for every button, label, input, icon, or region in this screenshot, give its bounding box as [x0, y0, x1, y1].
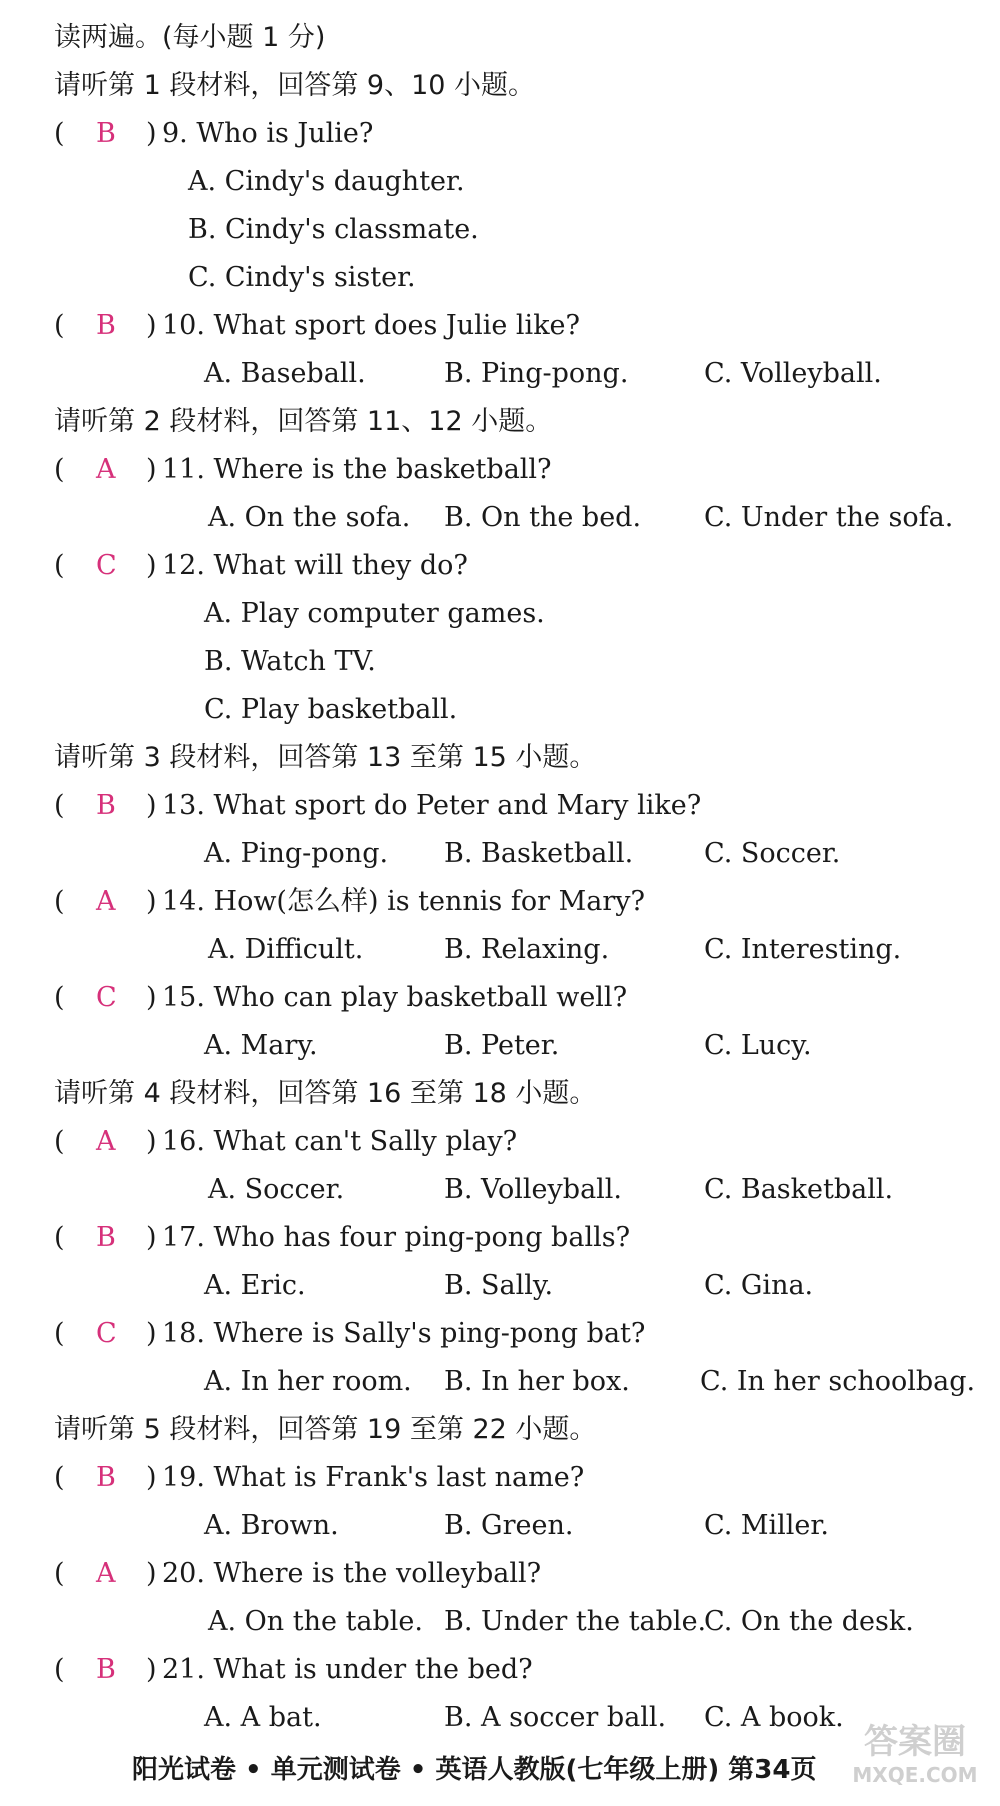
answer-letter: A [96, 886, 116, 917]
paren-left: ( [54, 1462, 65, 1493]
option-b: B. Relaxing. [444, 934, 610, 965]
option-c: C. On the desk. [704, 1606, 914, 1637]
option-b: B. Under the table. [444, 1606, 707, 1637]
answer-letter: B [96, 118, 116, 149]
option-b: B. Volleyball. [444, 1174, 623, 1205]
option-c: C. In her schoolbag. [700, 1366, 976, 1397]
option-b: B. Watch TV. [204, 646, 376, 677]
option-b: B. A soccer ball. [444, 1702, 667, 1733]
option-a: A. Soccer. [208, 1174, 345, 1205]
option-c: C. Gina. [704, 1270, 814, 1301]
paren-right: ) [146, 790, 157, 821]
section-header-2: 请听第 2 段材料，回答第 11、12 小题。 [54, 406, 553, 437]
option-a: A. Eric. [204, 1270, 306, 1301]
answer-letter: A [96, 454, 116, 485]
question-text: 12. What will they do? [162, 550, 468, 581]
paren-left: ( [54, 1126, 65, 1157]
option-c: C. Volleyball. [704, 358, 882, 389]
question-text: 16. What can't Sally play? [162, 1126, 518, 1157]
paren-left: ( [54, 886, 65, 917]
option-c: C. Lucy. [704, 1030, 812, 1061]
option-b: B. Sally. [444, 1270, 554, 1301]
answer-letter: A [96, 1558, 116, 1589]
paren-left: ( [54, 1318, 65, 1349]
option-b: B. Green. [444, 1510, 574, 1541]
paren-right: ) [146, 118, 157, 149]
paren-left: ( [54, 1654, 65, 1685]
question-text: 11. Where is the basketball? [162, 454, 552, 485]
option-b: B. Cindy's classmate. [188, 214, 479, 245]
paren-right: ) [146, 1222, 157, 1253]
option-c: C. Miller. [704, 1510, 829, 1541]
paren-right: ) [146, 1462, 157, 1493]
option-b: B. In her box. [444, 1366, 630, 1397]
paren-left: ( [54, 1222, 65, 1253]
option-a: A. On the table. [208, 1606, 423, 1637]
paren-right: ) [146, 1654, 157, 1685]
paren-left: ( [54, 310, 65, 341]
section-header-5: 请听第 5 段材料，回答第 19 至第 22 小题。 [54, 1414, 597, 1445]
question-text: 13. What sport do Peter and Mary like? [162, 790, 702, 821]
option-c: C. A book. [704, 1702, 844, 1733]
option-c: C. Interesting. [704, 934, 902, 965]
answer-letter: C [96, 982, 117, 1013]
answer-letter: B [96, 1222, 116, 1253]
option-c: C. Under the sofa. [704, 502, 954, 533]
paren-left: ( [54, 118, 65, 149]
question-text: 10. What sport does Julie like? [162, 310, 581, 341]
paren-right: ) [146, 550, 157, 581]
option-a: A. Ping-pong. [204, 838, 389, 869]
section-header-3: 请听第 3 段材料，回答第 13 至第 15 小题。 [54, 742, 597, 773]
option-a: A. Cindy's daughter. [188, 166, 465, 197]
option-b: B. Peter. [444, 1030, 560, 1061]
option-c: C. Cindy's sister. [188, 262, 416, 293]
paren-right: ) [146, 886, 157, 917]
option-c: C. Soccer. [704, 838, 841, 869]
question-text: 21. What is under the bed? [162, 1654, 533, 1685]
option-b: B. Basketball. [444, 838, 634, 869]
option-a: A. Brown. [204, 1510, 339, 1541]
question-text: 9. Who is Julie? [162, 118, 374, 149]
paren-right: ) [146, 982, 157, 1013]
option-b: B. On the bed. [444, 502, 642, 533]
answer-letter: A [96, 1126, 116, 1157]
paren-right: ) [146, 1126, 157, 1157]
option-c: C. Basketball. [704, 1174, 894, 1205]
question-text: 19. What is Frank's last name? [162, 1462, 585, 1493]
option-a: A. Play computer games. [204, 598, 545, 629]
paren-left: ( [54, 550, 65, 581]
question-text: 14. How(怎么样) is tennis for Mary? [162, 886, 645, 917]
answer-letter: B [96, 310, 116, 341]
paren-left: ( [54, 454, 65, 485]
answer-letter: C [96, 1318, 117, 1349]
option-a: A. On the sofa. [208, 502, 411, 533]
watermark-url: MXQE.COM [852, 1763, 978, 1787]
option-c: C. Play basketball. [204, 694, 458, 725]
answer-letter: B [96, 1462, 116, 1493]
option-a: A. Difficult. [208, 934, 364, 965]
watermark-text: 答案圈 [864, 1722, 966, 1762]
paren-right: ) [146, 1558, 157, 1589]
intro-line: 读两遍。(每小题 1 分) [54, 22, 326, 53]
option-b: B. Ping-pong. [444, 358, 629, 389]
option-a: A. Mary. [204, 1030, 318, 1061]
answer-letter: B [96, 1654, 116, 1685]
section-header-4: 请听第 4 段材料，回答第 16 至第 18 小题。 [54, 1078, 597, 1109]
paren-left: ( [54, 982, 65, 1013]
question-text: 15. Who can play basketball well? [162, 982, 628, 1013]
question-text: 20. Where is the volleyball? [162, 1558, 542, 1589]
section-header-1: 请听第 1 段材料，回答第 9、10 小题。 [54, 70, 536, 101]
paren-right: ) [146, 454, 157, 485]
paren-right: ) [146, 310, 157, 341]
option-a: A. A bat. [204, 1702, 322, 1733]
answer-letter: B [96, 790, 116, 821]
paren-right: ) [146, 1318, 157, 1349]
paren-left: ( [54, 790, 65, 821]
answer-letter: C [96, 550, 117, 581]
watermark-logo [840, 1722, 990, 1802]
option-a: A. Baseball. [204, 358, 366, 389]
paren-left: ( [54, 1558, 65, 1589]
question-text: 17. Who has four ping-pong balls? [162, 1222, 631, 1253]
option-a: A. In her room. [204, 1366, 412, 1397]
question-text: 18. Where is Sally's ping-pong bat? [162, 1318, 646, 1349]
page-footer: 阳光试卷 • 单元测试卷 • 英语人教版(七年级上册) 第34页 [132, 1755, 817, 1785]
